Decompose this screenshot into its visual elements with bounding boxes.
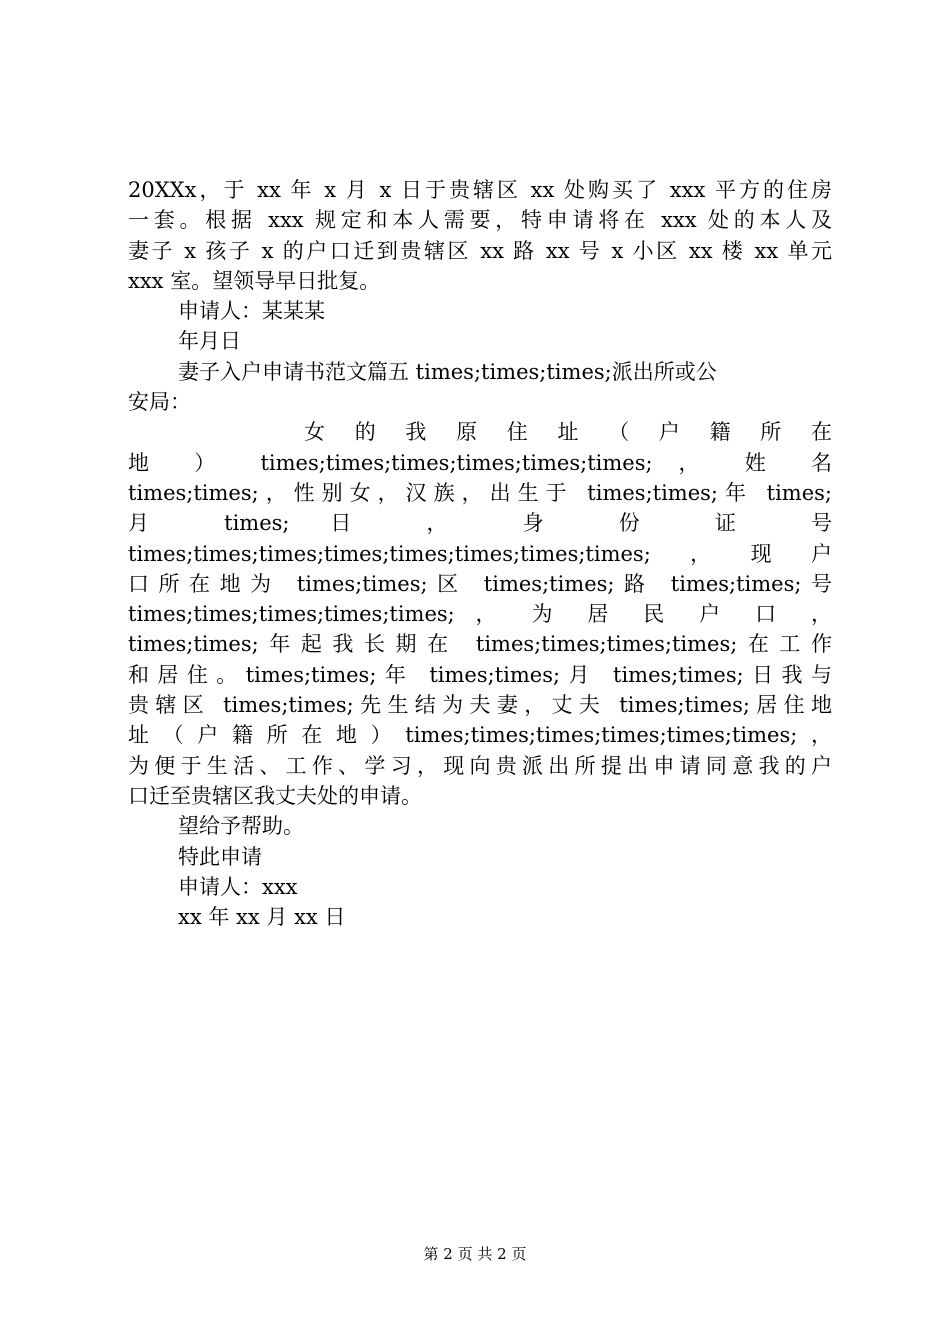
body-line-2: 一套。根据 xxx 规定和本人需要，特申请将在 xxx 处的本人及	[128, 208, 832, 233]
body-line-8: 安局：	[128, 390, 191, 415]
signature-date-line: xx 年 xx 月 xx 日	[178, 905, 346, 930]
section-heading-line: 妻子入户申请书范文篇五 times;times;times;派出所或公	[178, 359, 717, 384]
body-line-3: 妻子 x 孩子 x 的户口迁到贵辖区 xx 路 xx 号 x 小区 xx 楼 xx 单元	[128, 238, 832, 263]
body-line-16: times;times;年起我长期在 times;times;times;times;在工作	[128, 632, 832, 657]
body-line-15: times;times;times;times;times; ， 为 居 民 户 口 ，	[128, 602, 832, 627]
body-line-20: 为便于生活、工作、学习，现向贵派出所提出申请同意我的户	[128, 753, 832, 778]
body-line-9: 女 的 我 原 住 址 （ 户 籍 所 在	[304, 420, 832, 445]
body-line-21: 口迁至贵辖区我丈夫处的申请。	[128, 783, 422, 808]
body-line-12: 月 times; 日 ， 身 份 证 号	[128, 511, 832, 536]
body-line-17: 和居住。times;times;年 times;times;月 times;times;日我与	[128, 662, 832, 687]
applicant-line: 申请人：某某某	[178, 299, 325, 324]
body-line-13: times;times;times;times;times;times;times;times;，现户	[128, 541, 832, 566]
page-number-footer: 第 2 页 共 2 页	[423, 1245, 527, 1263]
body-line-4: xxx 室。望领导早日批复。	[128, 268, 381, 293]
signature-line: 申请人：xxx	[178, 874, 298, 899]
closing-line-1: 望给予帮助。	[178, 814, 304, 839]
body-line-1: 20XXx，于 xx 年 x 月 x 日于贵辖区 xx 处购买了 xxx 平方的住房	[128, 178, 832, 202]
closing-line-2: 特此申请	[178, 844, 262, 869]
date-line: 年月日	[178, 329, 241, 354]
body-line-11: times;times;，性别女，汉族，出生于 times;times;年 times;	[128, 480, 832, 505]
document-body	[128, 175, 832, 932]
body-line-19: 址（户籍所在地）times;times;times;times;times;times;，	[128, 723, 832, 748]
body-line-18: 贵辖区 times;times;先生结为夫妻，丈夫 times;times;居住地	[128, 693, 832, 718]
body-line-14: 口所在地为 times;times;区 times;times;路 times;times;号	[128, 571, 832, 596]
body-line-10: 地 ） times;times;times;times;times;times; ， 姓 名	[128, 450, 832, 475]
